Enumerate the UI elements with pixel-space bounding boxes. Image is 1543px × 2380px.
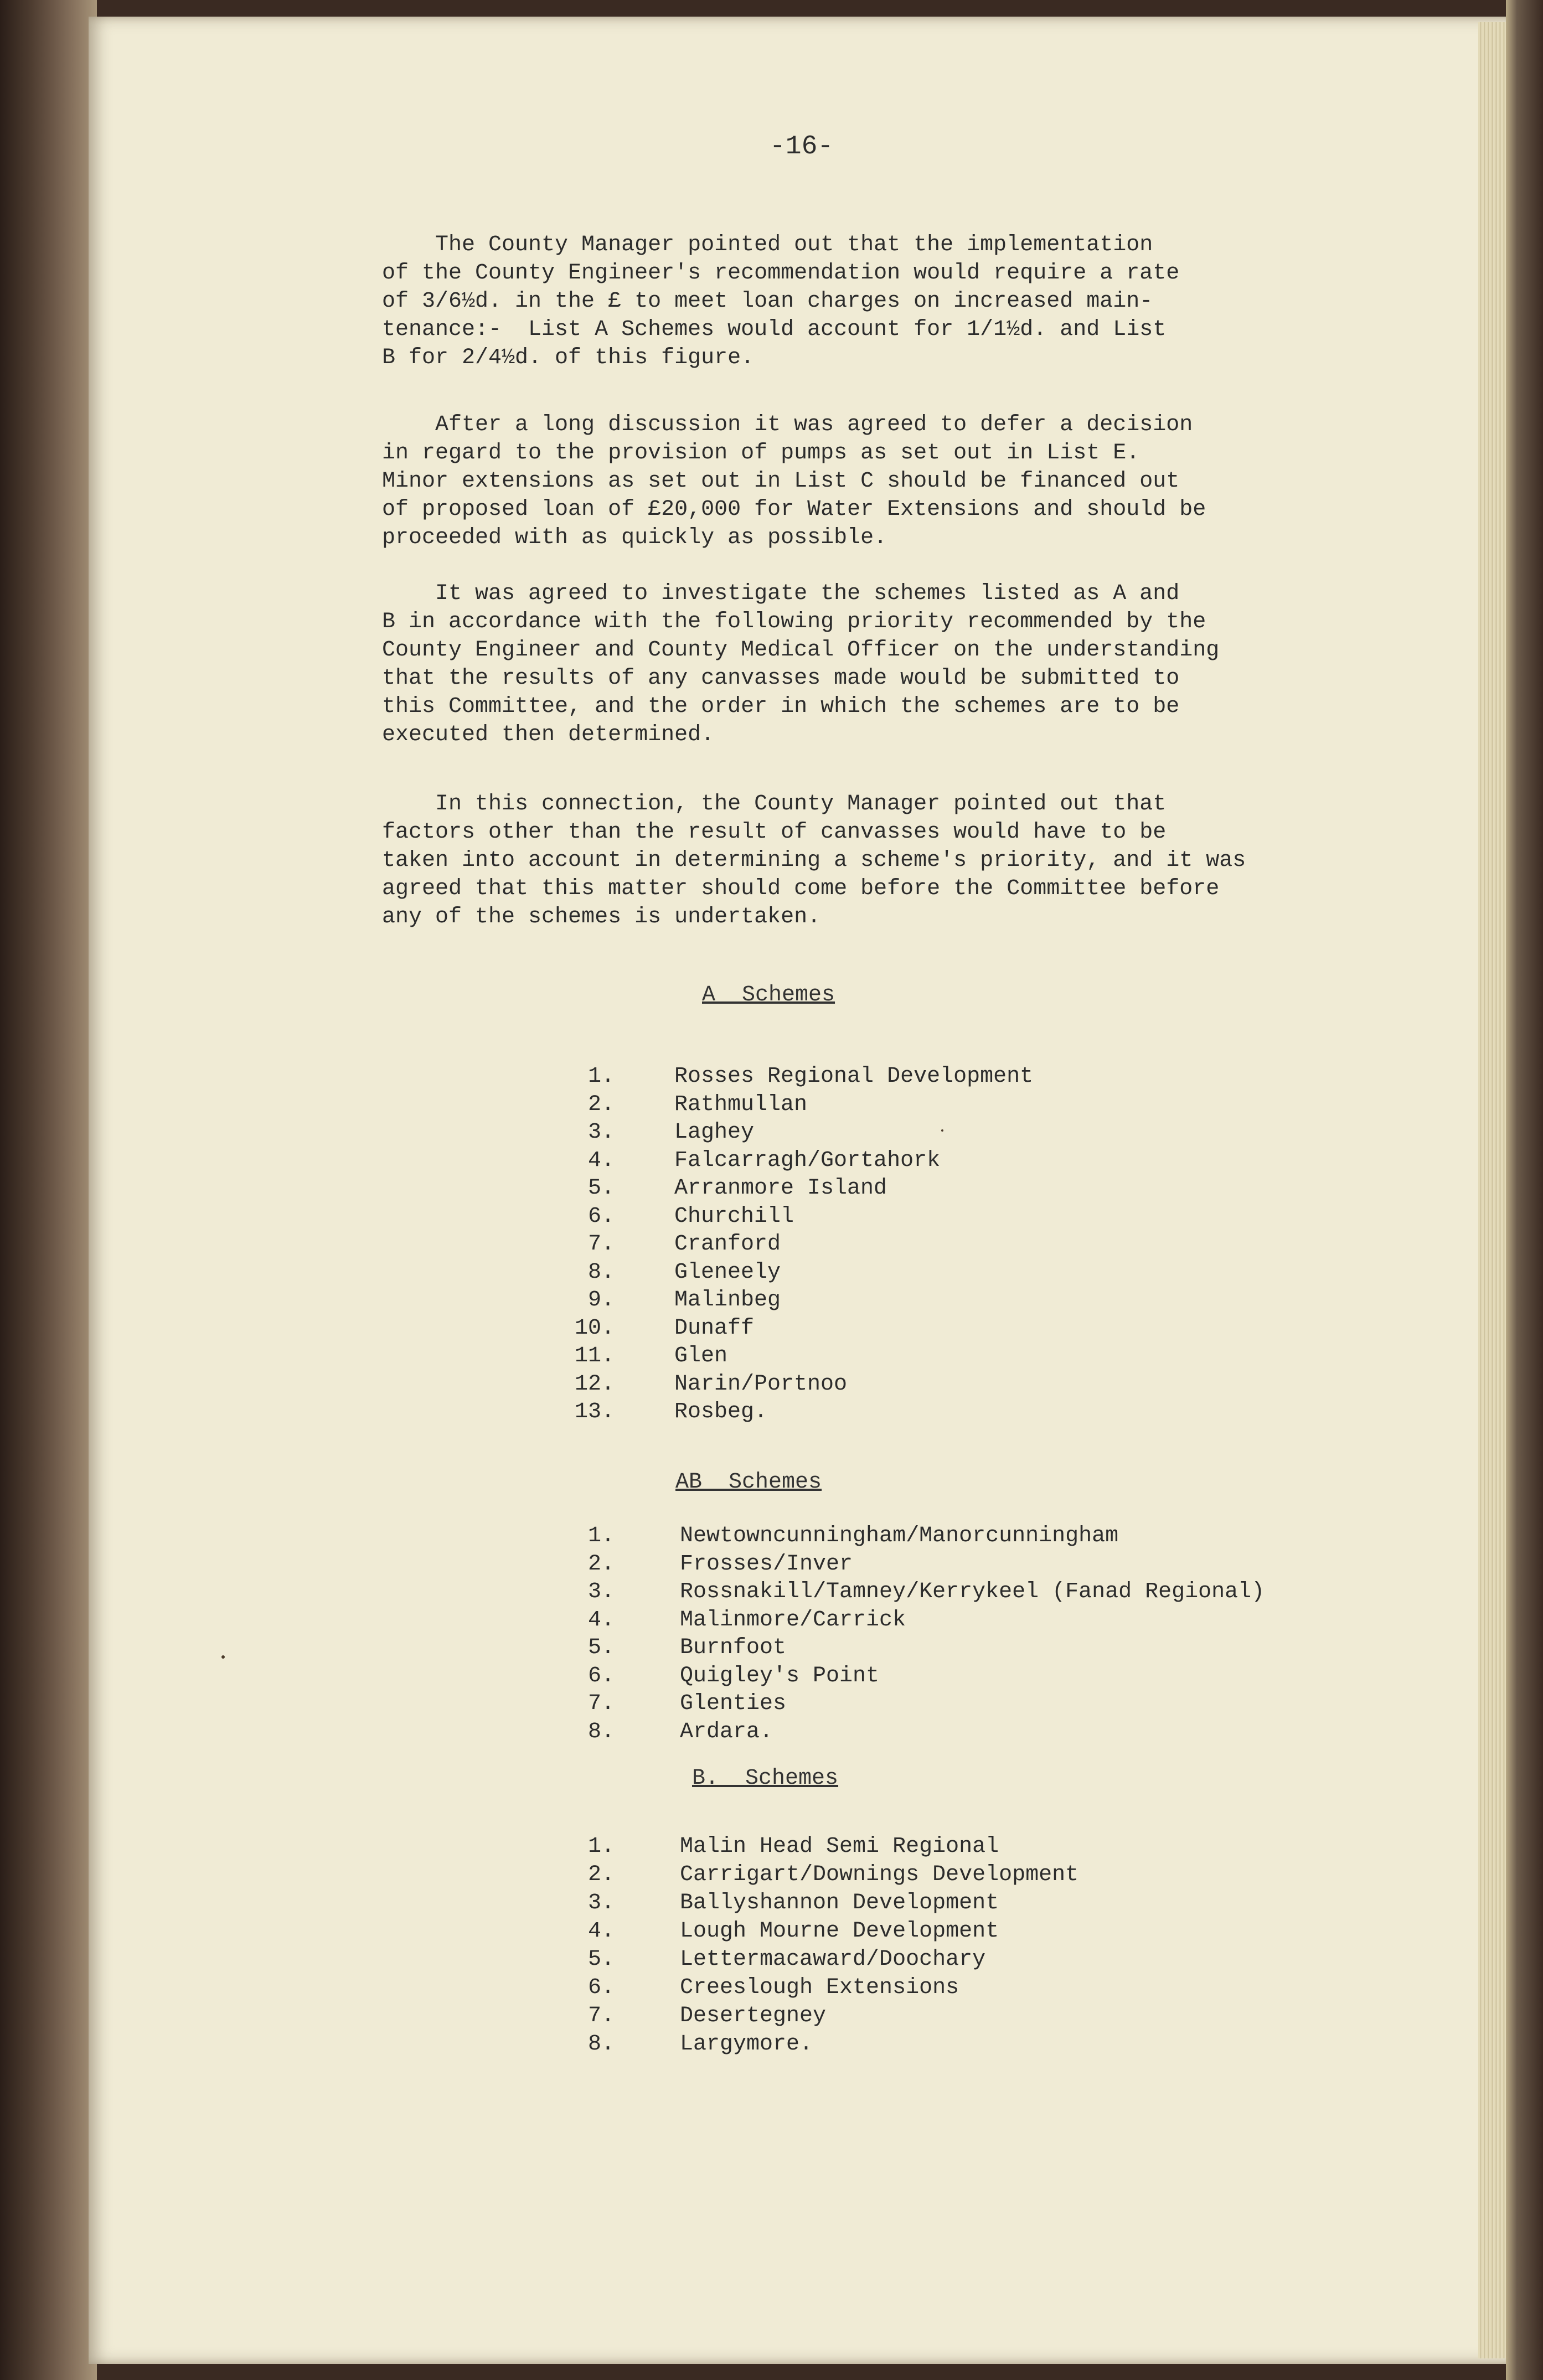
paragraph-4-line: any of the schemes is undertaken. (382, 905, 821, 930)
list-item-number: 6. (587, 1975, 615, 2000)
list-item-number: 7. (587, 2004, 615, 2028)
list-item-number: 5. (587, 1635, 615, 1660)
list-item-text: Largymore. (680, 2032, 813, 2057)
paragraph-1-line: B for 2/4½d. of this figure. (382, 345, 755, 370)
list-item-text: Rathmullan (674, 1092, 808, 1117)
paragraph-3-line: It was agreed to investigate the schemes listed as A and (382, 581, 1180, 606)
list-item-text: Falcarragh/Gortahork (674, 1148, 941, 1173)
paragraph-3-line: this Committee, and the order in which the schemes are to be (382, 694, 1180, 719)
list-item-number: 12. (574, 1372, 615, 1397)
list-item-text: Quigley's Point (680, 1664, 880, 1689)
list-item-text: Desertegney (680, 2004, 827, 2028)
list-item-text: Glenties (680, 1691, 787, 1716)
list-item-number: 8. (587, 1720, 615, 1744)
list-item-text: Frosses/Inver (680, 1552, 853, 1577)
paragraph-2-line: After a long discussion it was agreed to defer a decision (382, 412, 1193, 437)
list-item-number: 3. (587, 1120, 615, 1145)
list-item-text: Ardara. (680, 1720, 773, 1744)
list-item-text: Rossnakill/Tamney/Kerrykeel (Fanad Regional) (680, 1579, 1265, 1604)
paragraph-3-line: B in accordance with the following priority recommended by the (382, 610, 1206, 634)
list-item-text: Burnfoot (680, 1635, 787, 1660)
list-item-number: 3. (587, 1891, 615, 1916)
list-item-text: Churchill (674, 1204, 794, 1229)
list-item-text: Rosses Regional Development (674, 1064, 1034, 1089)
paragraph-1-line: of 3/6½d. in the £ to meet loan charges on increased main- (382, 289, 1153, 314)
list-item-text: Ballyshannon Development (680, 1891, 999, 1916)
list-item-number: 8. (587, 1260, 615, 1285)
list-heading: A Schemes (702, 983, 835, 1008)
list-item-text: Creeslough Extensions (680, 1975, 959, 2000)
list-item-text: Rosbeg. (674, 1400, 768, 1424)
list-item-number: 1. (587, 1524, 615, 1548)
book-binding-left (0, 0, 97, 2380)
list-item-text: Glen (674, 1344, 728, 1369)
paragraph-3-line: County Engineer and County Medical Officer on the understanding (382, 638, 1220, 663)
paragraph-3-line: executed then determined. (382, 722, 715, 747)
list-item-number: 3. (587, 1579, 615, 1604)
list-item-number: 8. (587, 2032, 615, 2057)
paragraph-4-line: taken into account in determining a scheme's priority, and it was (382, 848, 1246, 873)
list-item-text: Lettermacaward/Doochary (680, 1947, 986, 1972)
list-item-number: 10. (574, 1316, 615, 1341)
list-item-text: Malinmore/Carrick (680, 1608, 906, 1633)
list-item-text: Malinbeg (674, 1288, 781, 1313)
list-item-number: 2. (587, 1862, 615, 1887)
paragraph-2-line: Minor extensions as set out in List C should be financed out (382, 469, 1180, 494)
list-item-number: 4. (587, 1148, 615, 1173)
list-item-number: 7. (587, 1691, 615, 1716)
paragraph-1-line: The County Manager pointed out that the implementation (382, 233, 1153, 257)
paragraph-4-line: factors other than the result of canvasses would have to be (382, 820, 1167, 845)
paragraph-2-line: of proposed loan of £20,000 for Water Extensions and should be (382, 497, 1206, 522)
list-item-number: 1. (587, 1834, 615, 1859)
list-item-text: Carrigart/Downings Development (680, 1862, 1079, 1887)
list-item-text: Laghey (674, 1120, 755, 1145)
paragraph-2-line: proceeded with as quickly as possible. (382, 525, 887, 550)
list-item-number: 1. (587, 1064, 615, 1089)
list-item-text: Arranmore Island (674, 1176, 887, 1201)
list-item-number: 11. (574, 1344, 615, 1369)
list-item-number: 6. (587, 1204, 615, 1229)
list-item-text: Newtowncunningham/Manorcunningham (680, 1524, 1119, 1548)
list-item-text: Dunaff (674, 1316, 755, 1341)
list-item-text: Malin Head Semi Regional (680, 1834, 999, 1859)
paragraph-4-line: agreed that this matter should come before the Committee before (382, 876, 1220, 901)
paragraph-1-line: of the County Engineer's recommendation would require a rate (382, 261, 1180, 286)
list-item-number: 5. (587, 1947, 615, 1972)
list-item-text: Cranford (674, 1232, 781, 1257)
list-item-number: 2. (587, 1552, 615, 1577)
list-item-number: 9. (587, 1288, 615, 1313)
list-item-number: 2. (587, 1092, 615, 1117)
list-item-number: 6. (587, 1664, 615, 1689)
paragraph-2-line: in regard to the provision of pumps as set out in List E. (382, 441, 1140, 466)
paragraph-1-line: tenance:- List A Schemes would account for 1/1½d. and List (382, 317, 1167, 342)
list-item-number: 13. (574, 1400, 615, 1424)
list-heading: B. Schemes (692, 1766, 839, 1791)
list-item-text: Narin/Portnoo (674, 1372, 848, 1397)
list-item-text: Lough Mourne Development (680, 1919, 999, 1944)
list-item-number: 4. (587, 1919, 615, 1944)
book-edge-right (1506, 0, 1543, 2380)
paragraph-3-line: that the results of any canvasses made would be submitted to (382, 666, 1180, 691)
list-item-text: Gleneely (674, 1260, 781, 1285)
paragraph-4-line: In this connection, the County Manager pointed out that (382, 792, 1167, 817)
list-heading: AB Schemes (675, 1470, 822, 1495)
list-item-number: 4. (587, 1608, 615, 1633)
list-item-number: 5. (587, 1176, 615, 1201)
list-item-number: 7. (587, 1232, 615, 1257)
page-number: -16- (770, 132, 834, 162)
